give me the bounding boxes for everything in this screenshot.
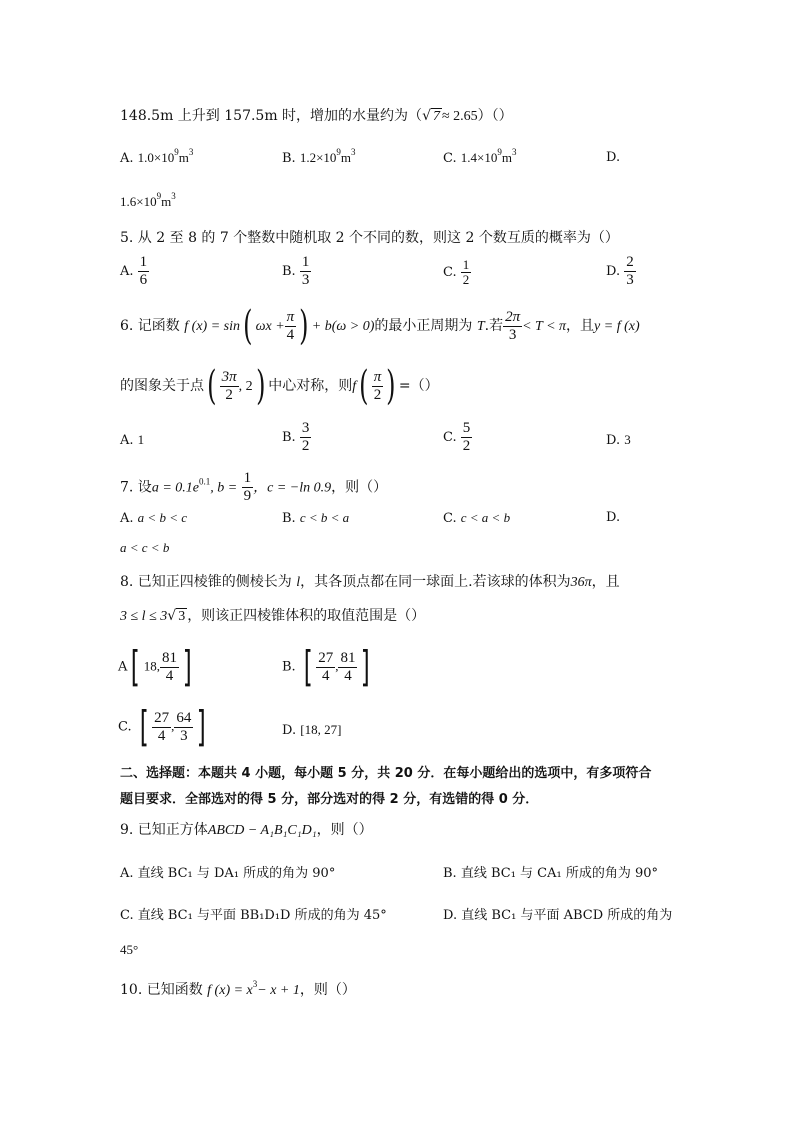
q9-option-d: D. 直线 BC₁ 与平面 ABCD 所成的角为	[443, 908, 673, 923]
q5-text: 5. 从 2 至 8 的 7 个整数中随机取 2 个不同的数，则这 2 个数互质的概率为（）	[120, 230, 619, 246]
q6-option-c: C. $\frac{5}{2}$	[443, 420, 471, 454]
q9-option-c: C. 直线 BC₁ 与平面 BB₁D₁D 所成的角为 45°	[120, 908, 387, 923]
q8-line1: 8. 已知正四棱锥的侧棱长为 l，其各顶点都在同一球面上.若该球的体积为36π，且	[120, 574, 620, 590]
q6-option-b: B. $\frac{3}{2}$	[282, 420, 310, 454]
q5-option-c: C. $\frac{1}{2}$	[443, 257, 470, 287]
q7-option-b: B. c < b < a	[282, 510, 350, 526]
section2-instructions-line1: 二、选择题：本题共 4 小题，每小题 5 分，共 20 分．在每小题给出的选项中，有多项符合	[120, 766, 652, 781]
q9-text: 9. 已知正方体ABCD − A₁B₁C₁D₁，则（）	[120, 822, 373, 838]
q4-text: 148.5m 上升到 157.5m 时，增加的水量约为（√ 7 ≈ 2.65）（）	[120, 106, 513, 127]
q5-option-d: D. $\frac{2}{3}$	[606, 254, 634, 288]
section2-instructions-line2: 题目要求．全部选对的得 5 分，部分选对的得 2 分，有选错的得 0 分．	[120, 792, 539, 807]
q8-option-d: D. [18, 27]	[282, 722, 342, 738]
q10-text: 10. 已知函数 f $(x) = x^3- x + 1$，则（）	[120, 979, 356, 998]
q6-line2: 的图象关于点( $\frac{3\pi}{2}$ , 2) 中心对称，则f( $\frac{\pi}{2}$ ) =（）	[120, 363, 439, 409]
q6-option-d: D. 3	[606, 432, 631, 448]
q8-option-c: C. [ $\frac{27}{4}$ , $\frac{64}{3}$ ]	[118, 702, 207, 751]
q5-option-a: A. $\frac{1}{6}$	[120, 254, 148, 288]
q4-option-c: C. $1.4\times 10^9m^3$	[443, 147, 517, 166]
q4-option-d-label: D.	[606, 150, 621, 165]
q7-option-d-value: a < c < b	[120, 540, 170, 555]
q9-option-a: A. 直线 BC₁ 与 DA₁ 所成的角为 90°	[120, 866, 336, 881]
sqrt-symbol: √ 7	[422, 108, 440, 124]
q4-option-d-value: $1.6\times 10^9m^3$	[120, 191, 176, 209]
q4-option-a: A. $1.0\times 10^9m^3$	[120, 147, 194, 166]
q8-option-a: A[ 18, $\frac{81}{4}$ ]	[118, 642, 192, 691]
q6-option-a: A. 1	[120, 432, 145, 448]
q4-option-b: B. $1.2\times 10^9m^3$	[282, 147, 356, 166]
q6-line1: 6. 记函数 f (x) = sin( ωx + $\frac{\pi}{4}$ ) + b(ω > 0)的最小正周期为 T.若 $\frac{2\pi}{3}$ < T < π，且y = f (x)	[120, 303, 640, 349]
q5-option-b: B. $\frac{1}{3}$	[282, 254, 310, 288]
q7-option-c: C. c < a < b	[443, 510, 511, 526]
q8-option-b: B. [ $\frac{27}{4}$ , $\frac{81}{4}$ ]	[282, 642, 371, 691]
q7-option-a: A. a < b < c	[120, 510, 187, 526]
q8-line2: 3 ≤ l ≤ 3√ 3 ，则该正四棱锥体积的取值范围是（）	[120, 608, 426, 624]
q7-text: 7. 设$a = 0.1e^{0.1}$, b = $\frac{1}{9}$ ，c = −ln 0.9，则（）	[120, 470, 388, 504]
q9-option-b: B. 直线 BC₁ 与 CA₁ 所成的角为 90°	[443, 866, 659, 881]
q9-option-d-tail: 45°	[120, 942, 139, 957]
q7-option-d-label: D.	[606, 510, 621, 525]
